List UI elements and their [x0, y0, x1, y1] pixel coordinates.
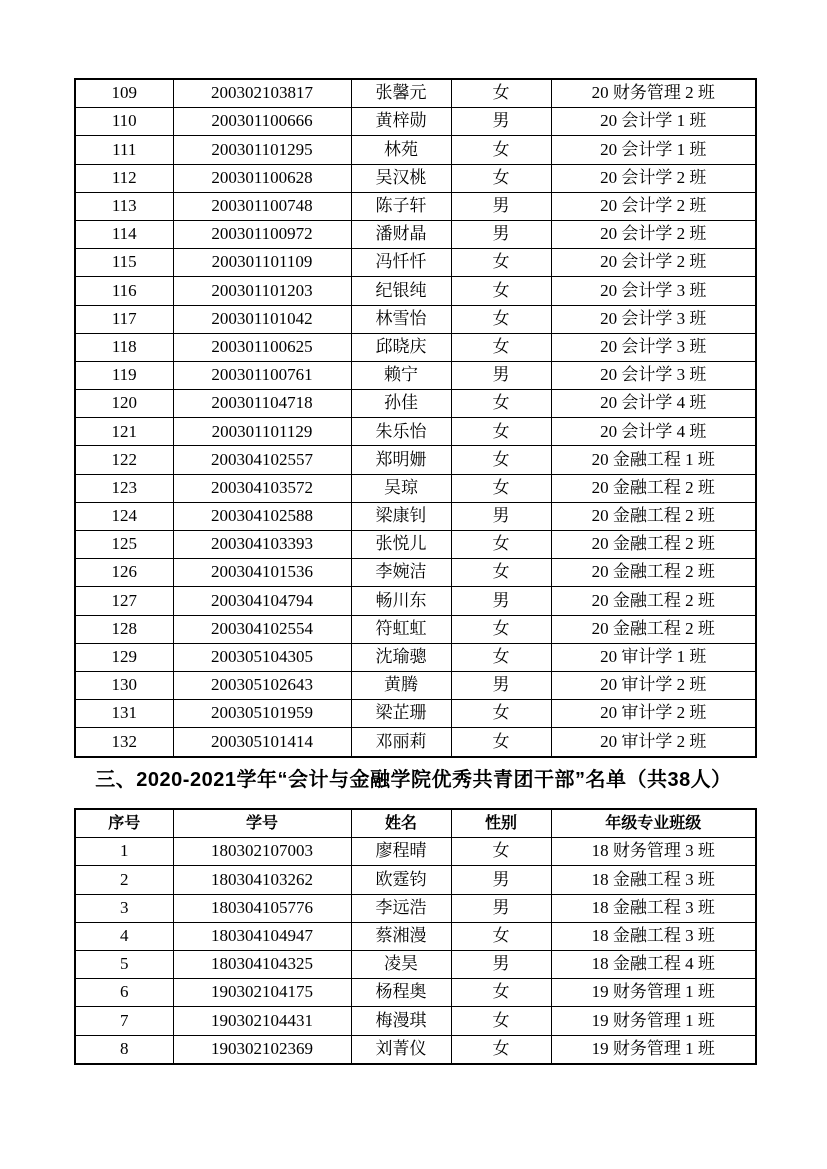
table-cell: 畅川东 [351, 587, 451, 615]
table-cell: 200301100972 [173, 220, 351, 248]
table-cell: 男 [451, 502, 551, 530]
table-cell: 刘菁仪 [351, 1035, 451, 1064]
table-cell: 200302103817 [173, 79, 351, 108]
table-cell: 200301100666 [173, 108, 351, 136]
table-cell: 19 财务管理 1 班 [551, 979, 756, 1007]
table-cell: 20 会计学 4 班 [551, 418, 756, 446]
table-cell: 20 会计学 3 班 [551, 361, 756, 389]
table-cell: 18 金融工程 3 班 [551, 894, 756, 922]
table-cell: 吴汉桃 [351, 164, 451, 192]
table-cell: 女 [451, 559, 551, 587]
table-row [75, 922, 756, 950]
table-cell: 张馨元 [351, 79, 451, 108]
table-cell: 男 [451, 950, 551, 978]
table-cell: 20 会计学 2 班 [551, 164, 756, 192]
table-cell: 200304102557 [173, 446, 351, 474]
table-cell: 112 [75, 164, 173, 192]
table-cell: 180302107003 [173, 838, 351, 866]
table-cell: 200301100761 [173, 361, 351, 389]
table-cell: 200305101959 [173, 700, 351, 728]
table-cell: 女 [451, 1035, 551, 1064]
table-cell: 女 [451, 164, 551, 192]
table-cell: 沈瑜骢 [351, 643, 451, 671]
table-row [75, 446, 756, 474]
table-cell: 女 [451, 838, 551, 866]
table-cell: 黄腾 [351, 671, 451, 699]
table-cell: 李远浩 [351, 894, 451, 922]
table-cell: 190302102369 [173, 1035, 351, 1064]
table-cell: 20 会计学 3 班 [551, 333, 756, 361]
table-cell: 120 [75, 390, 173, 418]
table-cell: 123 [75, 474, 173, 502]
table-cell: 廖程晴 [351, 838, 451, 866]
table-cell: 180304104325 [173, 950, 351, 978]
table-cell: 李婉洁 [351, 559, 451, 587]
table-cell: 20 金融工程 2 班 [551, 559, 756, 587]
table-cell: 127 [75, 587, 173, 615]
table-cell: 凌昊 [351, 950, 451, 978]
table-cell: 男 [451, 192, 551, 220]
table-cell: 吴琼 [351, 474, 451, 502]
table-cell: 女 [451, 531, 551, 559]
table-cell: 女 [451, 79, 551, 108]
table-cell: 116 [75, 277, 173, 305]
table-cell: 20 会计学 2 班 [551, 249, 756, 277]
table-cell: 蔡湘漫 [351, 922, 451, 950]
table-row [75, 390, 756, 418]
table-row [75, 418, 756, 446]
table-cell: 118 [75, 333, 173, 361]
table-cell: 18 财务管理 3 班 [551, 838, 756, 866]
table-cell: 122 [75, 446, 173, 474]
table-cell: 女 [451, 277, 551, 305]
table-cell: 200305101414 [173, 728, 351, 757]
table-cell: 20 审计学 2 班 [551, 671, 756, 699]
table-cell: 200301101203 [173, 277, 351, 305]
table-cell: 女 [451, 615, 551, 643]
table-cell: 女 [451, 728, 551, 757]
table-cell: 20 审计学 2 班 [551, 728, 756, 757]
table-cell: 女 [451, 333, 551, 361]
table-cell: 126 [75, 559, 173, 587]
table-row [75, 136, 756, 164]
table-cell: 110 [75, 108, 173, 136]
table-cell: 6 [75, 979, 173, 1007]
column-header: 年级专业班级 [551, 809, 756, 838]
outstanding-league-cadres-table [74, 808, 757, 1065]
table-cell: 180304103262 [173, 866, 351, 894]
table-cell: 114 [75, 220, 173, 248]
table-cell: 女 [451, 922, 551, 950]
table-cell: 女 [451, 1007, 551, 1035]
table-cell: 赖宁 [351, 361, 451, 389]
table-row [75, 643, 756, 671]
table-cell: 20 审计学 2 班 [551, 700, 756, 728]
table-row [75, 79, 756, 108]
table-cell: 200305104305 [173, 643, 351, 671]
table-cell: 梁康钊 [351, 502, 451, 530]
table-cell: 女 [451, 418, 551, 446]
table-cell: 19 财务管理 1 班 [551, 1007, 756, 1035]
table-cell: 20 财务管理 2 班 [551, 79, 756, 108]
table-cell: 张悦儿 [351, 531, 451, 559]
table-cell: 符虹虹 [351, 615, 451, 643]
table-cell: 梅漫琪 [351, 1007, 451, 1035]
table-cell: 7 [75, 1007, 173, 1035]
section-3-heading: 三、2020-2021学年“会计与金融学院优秀共青团干部”名单（共38人） [95, 769, 732, 791]
table-cell: 3 [75, 894, 173, 922]
table-cell: 陈子轩 [351, 192, 451, 220]
table-cell: 5 [75, 950, 173, 978]
table-cell: 200304101536 [173, 559, 351, 587]
table-cell: 121 [75, 418, 173, 446]
table-row [75, 700, 756, 728]
table-row [75, 531, 756, 559]
table-cell: 117 [75, 305, 173, 333]
table-cell: 190302104431 [173, 1007, 351, 1035]
table-cell: 纪银纯 [351, 277, 451, 305]
table-row [75, 164, 756, 192]
table-cell: 200304104794 [173, 587, 351, 615]
table-row [75, 866, 756, 894]
table-row [75, 728, 756, 757]
table-row [75, 1035, 756, 1064]
table-row [75, 1007, 756, 1035]
column-header: 姓名 [351, 809, 451, 838]
table-row [75, 671, 756, 699]
table-cell: 女 [451, 979, 551, 1007]
column-header: 学号 [173, 809, 351, 838]
table-row [75, 249, 756, 277]
table-cell: 男 [451, 894, 551, 922]
table-cell: 18 金融工程 3 班 [551, 866, 756, 894]
table-cell: 200301100628 [173, 164, 351, 192]
table-cell: 130 [75, 671, 173, 699]
table-cell: 132 [75, 728, 173, 757]
table-cell: 190302104175 [173, 979, 351, 1007]
table-cell: 200301101129 [173, 418, 351, 446]
table-cell: 女 [451, 136, 551, 164]
table-cell: 20 金融工程 2 班 [551, 587, 756, 615]
table-cell: 200301100748 [173, 192, 351, 220]
table-cell: 男 [451, 866, 551, 894]
table-cell: 男 [451, 220, 551, 248]
table-cell: 200305102643 [173, 671, 351, 699]
table-cell: 19 财务管理 1 班 [551, 1035, 756, 1064]
table-row [75, 333, 756, 361]
table-cell: 124 [75, 502, 173, 530]
table-cell: 20 金融工程 2 班 [551, 502, 756, 530]
table-cell: 男 [451, 108, 551, 136]
table-cell: 朱乐怡 [351, 418, 451, 446]
table-cell: 男 [451, 361, 551, 389]
table-cell: 113 [75, 192, 173, 220]
table-cell: 200304102588 [173, 502, 351, 530]
table-cell: 20 会计学 1 班 [551, 136, 756, 164]
table-row [75, 502, 756, 530]
table-cell: 20 会计学 2 班 [551, 220, 756, 248]
table-cell: 男 [451, 587, 551, 615]
table-cell: 115 [75, 249, 173, 277]
table-cell: 200304103393 [173, 531, 351, 559]
table-row [75, 277, 756, 305]
table-cell: 18 金融工程 3 班 [551, 922, 756, 950]
table-row [75, 305, 756, 333]
table-cell: 女 [451, 390, 551, 418]
table-cell: 20 金融工程 2 班 [551, 615, 756, 643]
table-cell: 200301101042 [173, 305, 351, 333]
table-cell: 2 [75, 866, 173, 894]
table-row [75, 361, 756, 389]
table-cell: 邱晓庆 [351, 333, 451, 361]
table-row [75, 838, 756, 866]
table-cell: 180304105776 [173, 894, 351, 922]
column-header: 性别 [451, 809, 551, 838]
award-roster-table-continued [74, 78, 757, 758]
column-header: 序号 [75, 809, 173, 838]
table-cell: 180304104947 [173, 922, 351, 950]
table-row [75, 615, 756, 643]
table-row [75, 108, 756, 136]
table-cell: 20 金融工程 1 班 [551, 446, 756, 474]
table-cell: 20 金融工程 2 班 [551, 474, 756, 502]
table-cell: 109 [75, 79, 173, 108]
table-row [75, 950, 756, 978]
table-cell: 梁芷珊 [351, 700, 451, 728]
table-cell: 200304103572 [173, 474, 351, 502]
table-cell: 欧霆钧 [351, 866, 451, 894]
table-cell: 林苑 [351, 136, 451, 164]
table-row [75, 220, 756, 248]
table-cell: 20 会计学 3 班 [551, 305, 756, 333]
table-cell: 128 [75, 615, 173, 643]
table-cell: 20 会计学 4 班 [551, 390, 756, 418]
table-cell: 1 [75, 838, 173, 866]
table-cell: 女 [451, 249, 551, 277]
table-cell: 20 会计学 3 班 [551, 277, 756, 305]
table-cell: 女 [451, 474, 551, 502]
table-cell: 200304102554 [173, 615, 351, 643]
table-cell: 200301101109 [173, 249, 351, 277]
table-cell: 200301100625 [173, 333, 351, 361]
table-cell: 20 会计学 2 班 [551, 192, 756, 220]
table-cell: 男 [451, 671, 551, 699]
table-cell: 潘财晶 [351, 220, 451, 248]
table-cell: 郑明姗 [351, 446, 451, 474]
table-cell: 119 [75, 361, 173, 389]
table-cell: 黄梓勋 [351, 108, 451, 136]
table-cell: 女 [451, 643, 551, 671]
table-row [75, 474, 756, 502]
table-cell: 女 [451, 305, 551, 333]
table-row [75, 559, 756, 587]
table-cell: 邓丽莉 [351, 728, 451, 757]
table-cell: 131 [75, 700, 173, 728]
table-cell: 冯忏忏 [351, 249, 451, 277]
table-cell: 杨程奥 [351, 979, 451, 1007]
table-row [75, 894, 756, 922]
table-cell: 女 [451, 446, 551, 474]
table-cell: 129 [75, 643, 173, 671]
table-cell: 20 会计学 1 班 [551, 108, 756, 136]
table-cell: 125 [75, 531, 173, 559]
table-cell: 孙佳 [351, 390, 451, 418]
table-cell: 200301101295 [173, 136, 351, 164]
table-cell: 20 金融工程 2 班 [551, 531, 756, 559]
table-row [75, 979, 756, 1007]
table-cell: 200301104718 [173, 390, 351, 418]
table-row [75, 587, 756, 615]
table-cell: 20 审计学 1 班 [551, 643, 756, 671]
table-cell: 111 [75, 136, 173, 164]
table-cell: 18 金融工程 4 班 [551, 950, 756, 978]
table-cell: 女 [451, 700, 551, 728]
table-cell: 8 [75, 1035, 173, 1064]
table-row [75, 192, 756, 220]
table-cell: 4 [75, 922, 173, 950]
table-cell: 林雪怡 [351, 305, 451, 333]
table-header-row [75, 809, 756, 838]
